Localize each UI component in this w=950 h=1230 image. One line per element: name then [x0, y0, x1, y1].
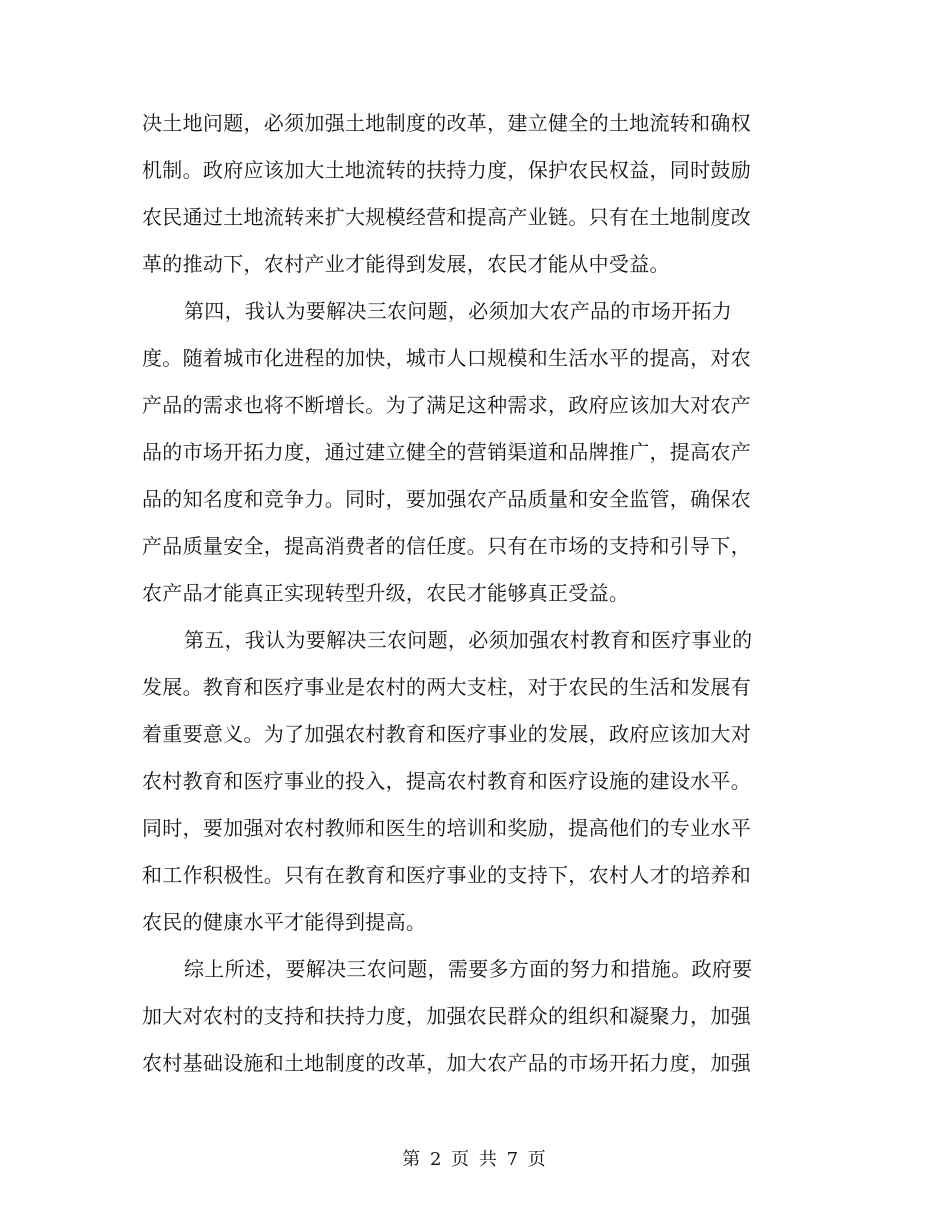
text-line: 第五，我认为要解决三农问题，必须加强农村教育和医疗事业的 — [184, 628, 753, 652]
text-line: 决土地问题，必须加强土地制度的改革，建立健全的土地流转和确权 — [142, 111, 751, 135]
document-body — [142, 100, 798, 1087]
text-line: 发展。教育和医疗事业是农村的两大支柱，对于农民的生活和发展有 — [142, 675, 751, 699]
text-line: 着重要意义。为了加强农村教育和医疗事业的发展，政府应该加大对 — [142, 722, 751, 746]
text-line: 和工作积极性。只有在教育和医疗事业的支持下，农村人才的培养和 — [142, 863, 751, 887]
text-line: 度。随着城市化进程的加快，城市人口规模和生活水平的提高，对农 — [142, 346, 751, 370]
text-line: 品的市场开拓力度，通过建立健全的营销渠道和品牌推广，提高农产 — [142, 440, 751, 464]
text-line: 产品的需求也将不断增长。为了满足这种需求，政府应该加大对农产 — [142, 393, 751, 417]
text-line: 综上所述，要解决三农问题，需要多方面的努力和措施。政府要 — [184, 957, 753, 981]
text-line: 农民通过土地流转来扩大规模经营和提高产业链。只有在土地制度改 — [142, 205, 751, 229]
text-line: 农村教育和医疗事业的投入，提高农村教育和医疗设施的建设水平。 — [142, 769, 751, 793]
text-line: 加大对农村的支持和扶持力度，加强农民群众的组织和凝聚力，加强 — [142, 1004, 751, 1028]
text-line: 品的知名度和竞争力。同时，要加强农产品质量和安全监管，确保农 — [142, 487, 751, 511]
page-number-footer: 第 2 页 共 7 页 — [402, 1149, 548, 1170]
text-line: 革的推动下，农村产业才能得到发展，农民才能从中受益。 — [142, 252, 670, 276]
text-line: 农产品才能真正实现转型升级，农民才能够真正受益。 — [142, 581, 630, 605]
text-line: 机制。政府应该加大土地流转的扶持力度，保护农民权益，同时鼓励 — [142, 158, 751, 182]
text-line: 农村基础设施和土地制度的改革，加大农产品的市场开拓力度，加强 — [142, 1051, 751, 1075]
text-line: 同时，要加强对农村教师和医生的培训和奖励，提高他们的专业水平 — [142, 816, 751, 840]
text-line: 农民的健康水平才能得到提高。 — [142, 910, 427, 934]
text-line: 产品质量安全，提高消费者的信任度。只有在市场的支持和引导下， — [142, 534, 751, 558]
text-line: 第四，我认为要解决三农问题，必须加大农产品的市场开拓力 — [184, 299, 733, 323]
